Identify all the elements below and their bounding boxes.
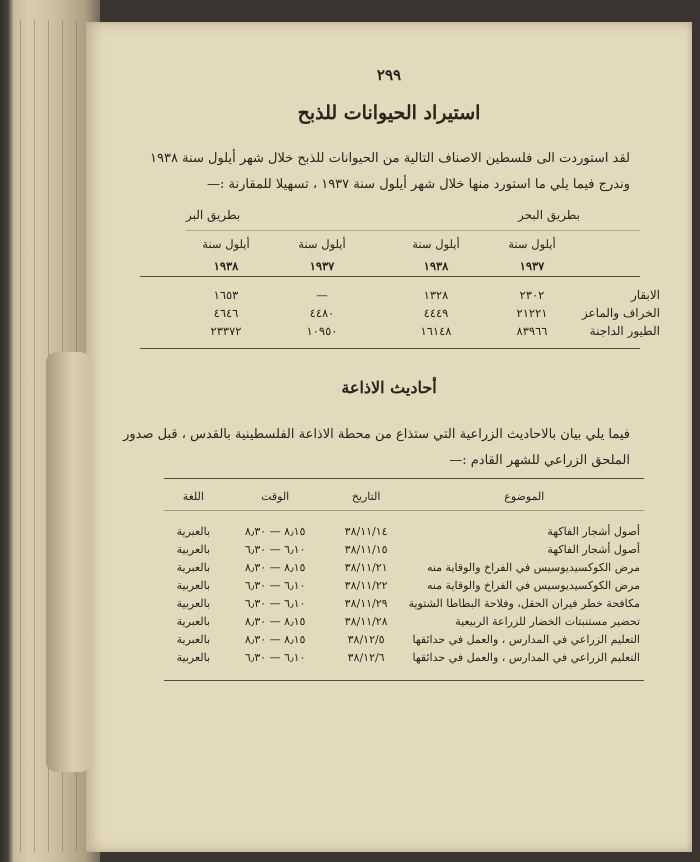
header-subject: الموضوع [504, 489, 545, 503]
table-row [164, 540, 644, 558]
section-title-imports: استيراد الحيوانات للذبح [297, 102, 481, 124]
broadcasts-table-header [164, 480, 644, 512]
row-subject: مكافحة خطر فيران الحقل، وفلاحة البطاطا الشتوية [408, 596, 640, 610]
row-language: بالعربية [176, 596, 211, 610]
broadcasts-intro [110, 422, 630, 474]
row-language: بالعبرية [176, 560, 211, 574]
table-row [164, 558, 644, 576]
row-date: ٣٨/١١/٢٨ [344, 614, 388, 628]
table-row [164, 522, 644, 540]
page-number: ٢٩٩ [376, 66, 402, 84]
row-language: بالعبرية [176, 524, 211, 538]
col-sea-1937-year: ١٩٣٧ [519, 259, 545, 273]
broadcasts-table-top-rule [164, 478, 644, 479]
cattle-sea-1938: ١٣٢٨ [423, 288, 449, 302]
table-row [164, 576, 644, 594]
row-time: ٦٫١٠ — ٦٫٣٠ [244, 596, 306, 610]
section-title-broadcasts: أحاديث الاذاعة [341, 378, 437, 397]
page-stain [46, 352, 90, 772]
header-time: الوقت [261, 489, 290, 503]
col-land-1937-year: ١٩٣٧ [309, 259, 335, 273]
row-date: ٣٨/١١/٢٢ [344, 578, 388, 592]
row-language: بالعربية [176, 650, 211, 664]
row-language: بالعربية [176, 542, 211, 556]
poultry-sea-1938: ١٦١٤٨ [420, 324, 452, 338]
row-subject: أصول أشجار الفاكهة [547, 524, 640, 538]
col-sea-1937-month: أيلول سنة [508, 237, 556, 251]
table-row [164, 594, 644, 612]
header-rule [186, 230, 640, 231]
row-subject: التعليم الزراعي في المدارس ، والعمل في حدائقها [412, 650, 640, 664]
row-subject: تحضير مستنبتات الخضار للزراعة الربيعية [455, 614, 640, 628]
row-subject: أصول أشجار الفاكهة [547, 542, 640, 556]
row-language: بالعربية [176, 578, 211, 592]
col-sea-1938-month: أيلول سنة [412, 237, 460, 251]
col-land-1938-year: ١٩٣٨ [213, 259, 239, 273]
sheep-sea-1937: ٢١٢٢١ [516, 306, 548, 320]
header-date: التاريخ [351, 489, 381, 503]
cattle-land-1938: ١٦٥٣ [213, 288, 239, 302]
row-time: ٨٫١٥ — ٨٫٣٠ [244, 524, 306, 538]
imports-table-top-rule [140, 276, 640, 277]
table-row [164, 648, 644, 666]
broadcasts-table [164, 480, 644, 666]
row-time: ٦٫١٠ — ٦٫٣٠ [244, 650, 306, 664]
sheep-sea-1938: ٤٤٤٩ [423, 306, 449, 320]
cattle-sea-1937: ٢٣٠٢ [519, 288, 545, 302]
row-date: ٣٨/١١/١٤ [344, 524, 388, 538]
broadcasts-intro-line1: فيما يلي بيان بالاحاديث الزراعية التي ستذاع من محطة الاذاعة الفلسطينية بالقدس ، قبل صدور [123, 427, 630, 442]
row-time: ٦٫١٠ — ٦٫٣٠ [244, 578, 306, 592]
row-subject: مرض الكوكسيديوسيس في الفراخ والوقاية منه [426, 560, 640, 574]
broadcasts-table-bottom-rule [164, 680, 644, 681]
row-label-poultry: الطيور الداجنة [589, 324, 660, 338]
row-date: ٣٨/١١/٢١ [344, 560, 388, 574]
row-date: ٣٨/١١/٢٩ [344, 596, 388, 610]
imports-intro-line2: وندرج فيما يلي ما استورد منها خلال شهر أيلول سنة ١٩٣٧ ، تسهيلا للمقارنة :— [207, 177, 630, 192]
col-land-1938-month: أيلول سنة [202, 237, 250, 251]
row-date: ٣٨/١٢/٦ [347, 650, 385, 664]
imports-intro [110, 146, 630, 198]
row-language: بالعبرية [176, 632, 211, 646]
row-time: ٦٫١٠ — ٦٫٣٠ [244, 542, 306, 556]
header-language: اللغة [182, 489, 204, 503]
row-label-sheep-goats: الخراف والماعز [581, 306, 660, 320]
table-row [164, 612, 644, 630]
row-time: ٨٫١٥ — ٨٫٣٠ [244, 632, 306, 646]
row-date: ٣٨/١٢/٥ [347, 632, 385, 646]
row-date: ٣٨/١١/١٥ [344, 542, 388, 556]
col-sea-1938-year: ١٩٣٨ [423, 259, 449, 273]
row-time: ٨٫١٥ — ٨٫٣٠ [244, 614, 306, 628]
poultry-land-1938: ٢٣٣٧٢ [210, 324, 242, 338]
row-label-cattle: الابقار [630, 288, 660, 302]
row-subject: مرض الكوكسيديوسيس في الفراخ والوقاية منه [426, 578, 640, 592]
broadcasts-intro-line2: الملحق الزراعي للشهر القادم :— [449, 453, 630, 468]
sheep-land-1938: ٤٦٤٦ [213, 306, 239, 320]
imports-table-bottom-rule [140, 348, 640, 349]
row-subject: التعليم الزراعي في المدارس ، والعمل في حدائقها [412, 632, 640, 646]
poultry-land-1937: ١٠٩٥٠ [306, 324, 338, 338]
header-by-sea: بطريق البحر [518, 208, 580, 222]
imports-intro-line1: لقد استوردت الى فلسطين الاصناف التالية من الحيوانات للذبح خلال شهر أيلول سنة ١٩٣٨ [150, 151, 630, 166]
poultry-sea-1937: ٨٣٩٦٦ [516, 324, 548, 338]
table-row [164, 630, 644, 648]
col-land-1937-month: أيلول سنة [298, 237, 346, 251]
sheep-land-1937: ٤٤٨٠ [309, 306, 335, 320]
cattle-land-1937: — [316, 288, 328, 302]
header-by-land: بطريق البر [186, 208, 241, 222]
book-page [86, 22, 692, 852]
row-language: بالعبرية [176, 614, 211, 628]
row-time: ٨٫١٥ — ٨٫٣٠ [244, 560, 306, 574]
